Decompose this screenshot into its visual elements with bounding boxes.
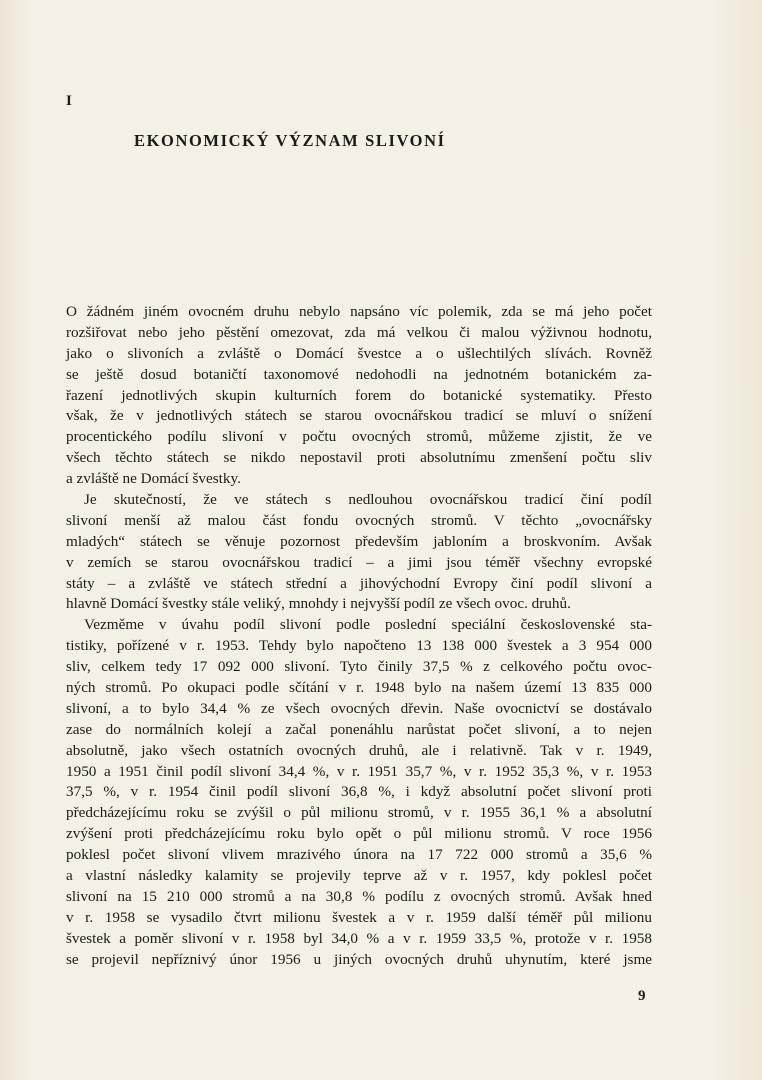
text-line: však, že v jednotlivých státech se starou ovocnářskou tradicí se mluví o snížení [66,407,652,425]
text-line: švestek a poměr slivoní v r. 1958 byl 34,0 % a v r. 1959 33,5 %, protože v r. 1958 [66,929,652,947]
text-line: předcházejícímu roku se zvýšil o půl milionu stromů, v r. 1955 36,1 % a absolutní [66,804,652,822]
chapter-title: EKONOMICKÝ VÝZNAM SLIVONÍ [134,131,446,150]
text-line: sliv, celkem tedy 17 092 000 slivoní. Tyto činily 37,5 % z celkového počtu ovoc- [66,658,652,676]
text-line: a vlastní následky kalamity se projevily teprve až v r. 1957, kdy poklesl počet [66,867,652,885]
text-line: všech těchto státech se nikdo nepostavil proti absolutnímu zmenšení počtu sliv [66,449,652,467]
text-line: tistiky, pořízené v r. 1953. Tehdy bylo napočteno 13 138 000 švestek a 3 954 000 [66,637,652,655]
text-line: zvýšení proti předcházejícímu roku bylo opět o půl milionu stromů. V roce 1956 [66,825,652,843]
text-line: Je skutečností, že ve státech s nedlouhou ovocnářskou tradicí činí podíl [84,491,652,509]
text-line: řazení jednotlivých skupin kulturních forem do botanické systematiky. Přesto [66,386,652,404]
text-line: se ještě dosud botaničtí taxonomové nedohodli na jednotném botanickém za- [66,365,652,383]
text-line: 1950 a 1951 činil podíl slivoní 34,4 %, v r. 1951 35,7 %, v r. 1952 35,3 %, v r. 1953 [66,762,652,780]
text-line: procentického podílu slivoní v počtu ovocných stromů, můžeme zjistit, že ve [66,428,652,446]
text-line: se projevil nepříznivý únor 1956 u jiných ovocných druhů uhynutím, které jsme [66,950,652,968]
text-line: ných stromů. Po okupaci podle sčítání v r. 1948 bylo na našem území 13 835 000 [66,679,652,697]
text-line: 37,5 %, v r. 1954 činil podíl slivoní 36,8 %, i když absolutní počet slivoní proti [66,783,652,801]
text-line: v zemích se starou ovocnářskou tradicí – a jimi jsou téměř všechny evropské [66,553,652,571]
text-line: jako o slivoních a zvláště o Domácí švestce a o ušlechtilých slívách. Rovněž [66,344,652,362]
text-line: mladých“ státech se věnuje pozornost především jabloním a broskvoním. Avšak [66,532,652,550]
text-line: slivoní na 15 210 000 stromů a na 30,8 % podílu z ovocných stromů. Avšak hned [66,887,652,905]
text-line: zase do normálních kolejí a začal ponenáhlu narůstat počet slivoní, a to nejen [66,720,652,738]
body-text [66,302,652,971]
text-line: rozšiřovat nebo jeho pěstění omezovat, zda má velkou či malou výživnou hodnotu, [66,323,652,341]
text-line: poklesl počet slivoní vlivem mrazivého února na 17 722 000 stromů a 35,6 % [66,846,652,864]
text-line: v r. 1958 se vysadilo čtvrt milionu švestek a v r. 1959 další téměř půl milionu [66,908,652,926]
text-line: hlavně Domácí švestky stále veliký, mnohdy i nejvyšší podíl ze všech ovoc. druhů. [66,595,571,613]
text-line: O žádném jiném ovocném druhu nebylo napsáno víc polemik, zda se má jeho počet [66,303,652,320]
text-line: státy – a zvláště ve státech střední a jihovýchodní Evropy činí podíl slivoní a [66,574,652,592]
text-line: absolutně, jako všech ostatních ovocných druhů, ale i relativně. Tak v r. 1949, [66,741,652,759]
text-line: slivoní, a to bylo 34,4 % ze všech ovocných dřevin. Naše ovocnictví se dostávalo [66,699,652,717]
text-line: Vezměme v úvahu podíl slivoní podle poslední speciální československé sta- [84,616,652,634]
chapter-number: I [66,93,72,109]
page-number: 9 [638,988,646,1004]
text-line: a zvláště ne Domácí švestky. [66,470,241,488]
text-line: slivoní menší až malou část fondu ovocných stromů. V těchto „ovocnářsky [66,511,652,529]
